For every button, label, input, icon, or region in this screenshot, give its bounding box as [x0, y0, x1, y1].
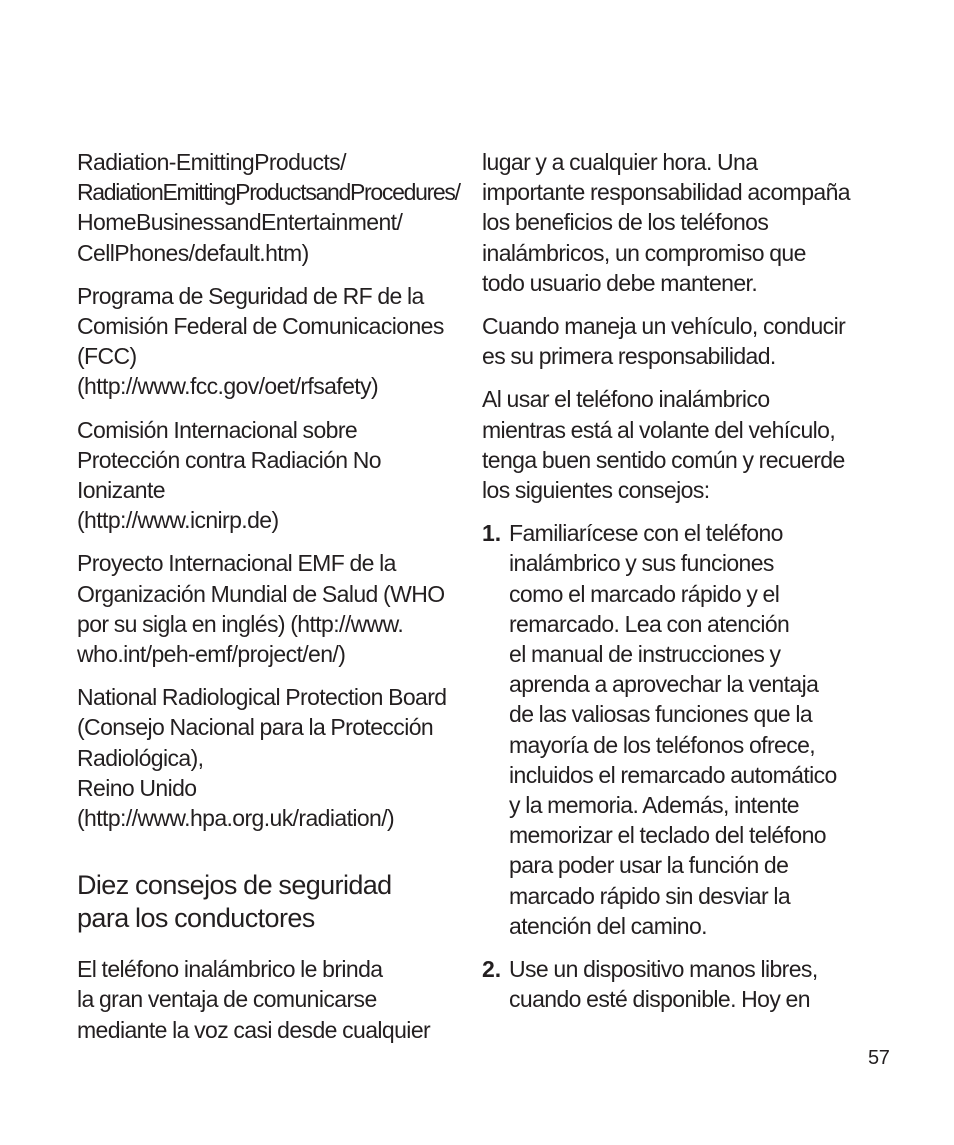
text-line: remarcado. Lea con atención — [509, 610, 790, 637]
safety-tips-list — [482, 518, 864, 1014]
text-line: inalámbrico y sus funciones — [509, 550, 774, 577]
page-number: 57 — [868, 1047, 890, 1069]
list-number: 1. — [482, 520, 502, 547]
text-line: Ionizante — [77, 477, 165, 504]
text-line: importante responsabilidad acompaña — [482, 179, 850, 206]
text-line: marcado rápido sin desviar la — [509, 882, 791, 909]
text-line: Radiation-EmittingProducts/ — [77, 149, 346, 175]
text-line: Protección contra Radiación No — [77, 446, 381, 473]
left-column — [77, 147, 460, 1058]
text-line: cuando esté disponible. Hoy en — [509, 986, 810, 1013]
text-line: atención del camino. — [509, 912, 707, 939]
text-line: Reino Unido — [77, 774, 197, 801]
text-line: para poder usar la función de — [509, 852, 789, 879]
text-line: HomeBusinessandEntertainment/ — [77, 209, 403, 236]
paragraph-driving — [482, 311, 864, 371]
text-line: incluidos el remarcado automático — [509, 761, 837, 788]
text-line: CellPhones/default.htm) — [77, 239, 309, 266]
text-line: como el marcado rápido y el — [509, 580, 780, 607]
text-line: Proyecto Internacional EMF de la — [77, 550, 396, 577]
who-block — [77, 548, 455, 669]
text-line: la gran ventaja de comunicarse — [77, 986, 377, 1013]
intro-paragraph — [77, 954, 455, 1045]
text-line: mediante la voz casi desde cualquier — [77, 1016, 431, 1043]
text-line: Use un dispositivo manos libres, — [509, 956, 818, 983]
paragraph-advice — [482, 384, 864, 505]
text-line: Cuando maneja un vehículo, conducir — [482, 313, 846, 340]
text-line: lugar y a cualquier hora. Una — [482, 149, 758, 175]
text-line: Radiológica), — [77, 744, 204, 771]
text-line: (Consejo Nacional para la Protección — [77, 714, 434, 741]
text-line: de las valiosas funciones que la — [509, 701, 813, 728]
text-line: memorizar el teclado del teléfono — [509, 822, 826, 849]
right-column — [482, 147, 864, 1027]
text-line: todo usuario debe mantener. — [482, 269, 758, 296]
heading-line: para los conductores — [77, 903, 315, 934]
text-line: RadiationEmittingProductsandProcedures/ — [77, 179, 460, 206]
icnirp-block — [77, 415, 455, 536]
text-line: (FCC) — [77, 343, 137, 370]
text-line: who.int/peh-emf/project/en/) — [77, 641, 346, 668]
text-line: (http://www.hpa.org.uk/radiation/) — [77, 805, 395, 832]
text-line: (http://www.icnirp.de) — [77, 507, 279, 534]
text-line: los beneficios de los teléfonos — [482, 209, 769, 236]
text-line: El teléfono inalámbrico le brinda — [77, 956, 383, 983]
text-line: Organización Mundial de Salud (WHO — [77, 580, 445, 607]
section-heading — [77, 869, 455, 935]
text-line: Programa de Seguridad de RF de la — [77, 282, 424, 309]
text-line: Al usar el teléfono inalámbrico — [482, 386, 770, 413]
text-line: es su primera responsabilidad. — [482, 343, 776, 370]
text-line: y la memoria. Además, intente — [509, 792, 799, 819]
list-item — [482, 518, 864, 941]
list-item — [482, 954, 864, 1014]
text-line: los siguientes consejos: — [482, 477, 710, 504]
text-line: aprenda a aprovechar la ventaja — [509, 671, 819, 698]
heading-line: Diez consejos de seguridad — [77, 870, 392, 901]
text-line: inalámbricos, un compromiso que — [482, 239, 806, 266]
text-line: el manual de instrucciones y — [509, 641, 781, 668]
text-line: Familiarícese con el teléfono — [509, 520, 783, 547]
list-number: 2. — [482, 956, 502, 983]
text-line: National Radiological Protection Board — [77, 684, 447, 711]
paragraph-continuation — [482, 147, 864, 298]
text-line: tenga buen sentido común y recuerde — [482, 446, 845, 473]
text-line: por su sigla en inglés) (http://www. — [77, 610, 404, 637]
text-line: (http://www.fcc.gov/oet/rfsafety) — [77, 373, 379, 400]
nrpb-block — [77, 682, 455, 833]
text-line: mayoría de los teléfonos ofrece, — [509, 731, 816, 758]
text-line: mientras está al volante del vehículo, — [482, 416, 836, 443]
text-line: Comisión Internacional sobre — [77, 416, 358, 443]
fda-url-block — [77, 147, 460, 268]
text-line: Comisión Federal de Comunicaciones — [77, 313, 444, 340]
fcc-block — [77, 281, 455, 402]
